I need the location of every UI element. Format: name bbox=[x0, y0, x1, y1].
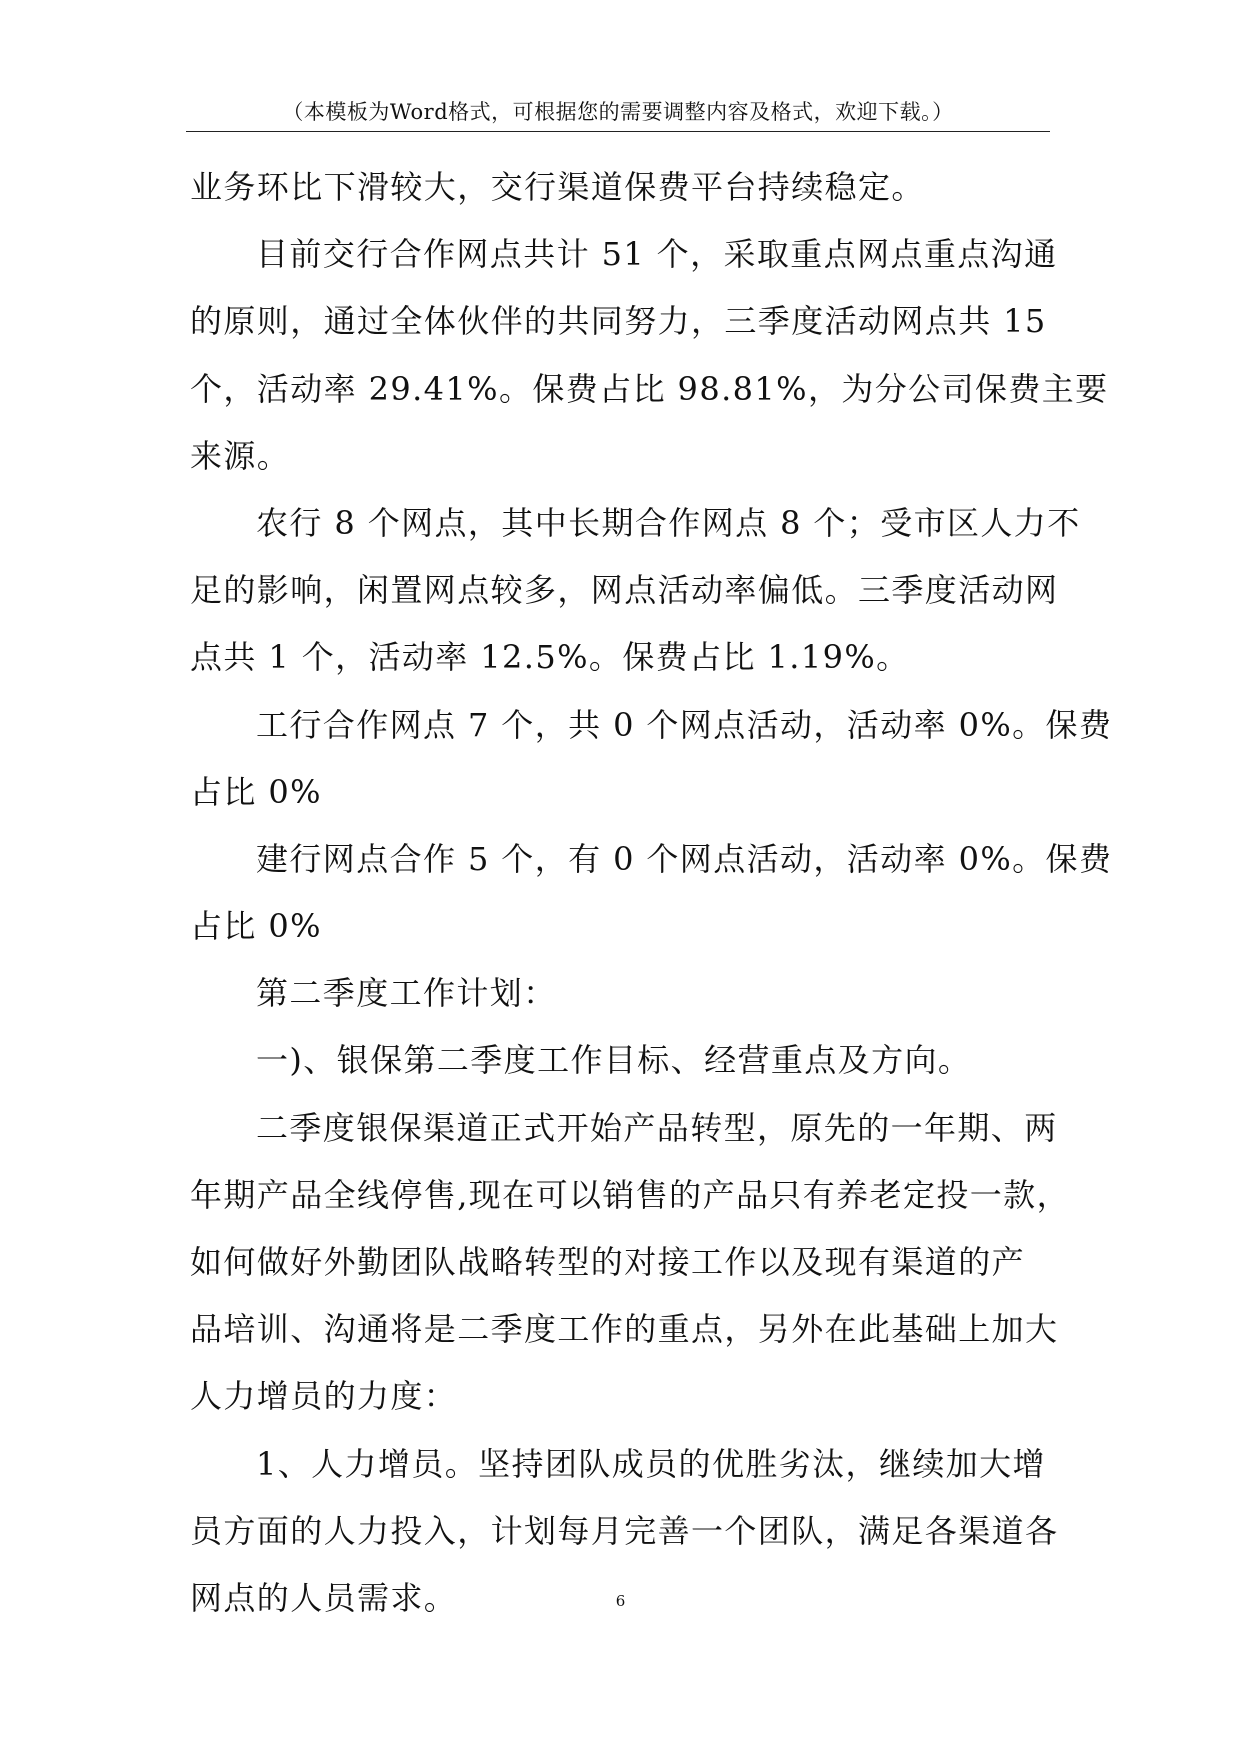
body-line: 二季度银保渠道正式开始产品转型，原先的一年期、两 bbox=[256, 1108, 1058, 1147]
body-line: 人力增员的力度： bbox=[190, 1377, 458, 1416]
body-line: 来源。 bbox=[190, 436, 291, 475]
body-line: 农行 8 个网点，其中长期合作网点 8 个；受市区人力不 bbox=[256, 503, 1081, 542]
header-divider bbox=[186, 131, 1050, 132]
body-line: 占比 0% bbox=[190, 907, 322, 946]
page-number: 6 bbox=[615, 1592, 626, 1610]
body-line: 足的影响，闲置网点较多，网点活动率偏低。三季度活动网 bbox=[190, 571, 1059, 610]
body-line: 如何做好外勤团队战略转型的对接工作以及现有渠道的产 bbox=[190, 1243, 1026, 1281]
section-heading: 第二季度工作计划： bbox=[256, 974, 557, 1013]
body-line: 工行合作网点 7 个，共 0 个网点活动，活动率 0%。保费 bbox=[256, 705, 1113, 744]
body-line: 个，活动率 29.41%。保费占比 98.81%，为分公司保费主要 bbox=[190, 369, 1109, 408]
body-line: 品培训、沟通将是二季度工作的重点，另外在此基础上加大 bbox=[190, 1310, 1059, 1349]
page-header-note: （本模板为Word格式，可根据您的需要调整内容及格式，欢迎下载。） bbox=[282, 100, 954, 124]
body-line: 占比 0% bbox=[190, 772, 322, 811]
subsection-heading: 一)、银保第二季度工作目标、经营重点及方向。 bbox=[256, 1041, 972, 1080]
body-line: 目前交行合作网点共计 51 个，采取重点网点重点沟通 bbox=[256, 235, 1058, 274]
body-line: 网点的人员需求。 bbox=[190, 1578, 458, 1617]
body-line: 业务环比下滑较大，交行渠道保费平台持续稳定。 bbox=[190, 168, 925, 206]
body-line: 的原则，通过全体伙伴的共同努力，三季度活动网点共 15 bbox=[190, 302, 1047, 341]
body-text bbox=[190, 154, 1113, 1632]
body-line: 点共 1 个，活动率 12.5%。保费占比 1.19%。 bbox=[190, 638, 910, 677]
body-line: 1、人力增员。坚持团队成员的优胜劣汰，继续加大增 bbox=[256, 1444, 1046, 1483]
body-line: 年期产品全线停售,现在可以销售的产品只有养老定投一款， bbox=[190, 1175, 1070, 1214]
body-line: 员方面的人力投入，计划每月完善一个团队，满足各渠道各 bbox=[190, 1511, 1059, 1550]
body-line: 建行网点合作 5 个，有 0 个网点活动，活动率 0%。保费 bbox=[256, 839, 1113, 878]
